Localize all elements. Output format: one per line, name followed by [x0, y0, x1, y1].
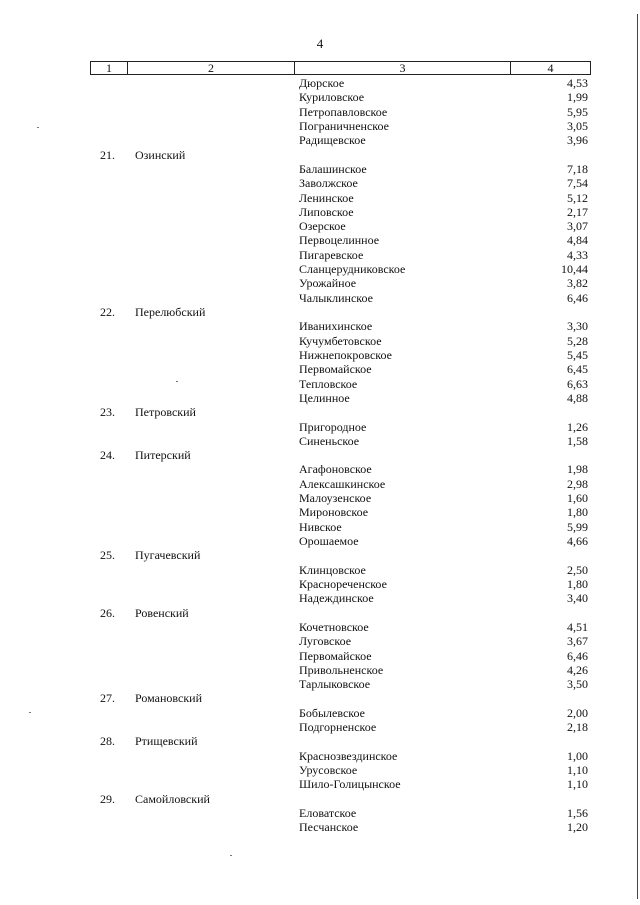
value-cell: 1,80 [567, 505, 588, 520]
table-row [0, 591, 640, 605]
value-cell: 2,00 [567, 705, 588, 720]
value-cell: 5,28 [567, 333, 588, 348]
value-cell: 10,44 [561, 262, 588, 277]
table-row [0, 806, 640, 820]
table-row [0, 205, 640, 219]
settlement-name: Пограничненское [299, 118, 389, 133]
value-cell: 4,33 [567, 247, 588, 262]
district-name: Пугачевский [135, 548, 201, 563]
district-name: Петровский [135, 405, 196, 420]
table-row [0, 90, 640, 104]
settlement-name: Еловатское [299, 805, 357, 820]
value-cell: 3,50 [567, 677, 588, 692]
table-row [0, 219, 640, 233]
table-row [0, 677, 640, 691]
table-row [0, 491, 640, 505]
value-cell: 1,20 [567, 820, 588, 835]
district-row [0, 691, 640, 705]
settlement-name: Алексашкинское [299, 476, 386, 491]
district-name: Романовский [135, 691, 203, 706]
table-row [0, 663, 640, 677]
settlement-name: Синеньское [299, 433, 360, 448]
settlement-name: Озерское [299, 219, 346, 234]
value-cell: 1,99 [567, 90, 588, 105]
table-row [0, 434, 640, 448]
settlement-name: Ленинское [299, 190, 354, 205]
row-number: 22. [100, 305, 115, 319]
column-header-2: 2 [128, 62, 295, 74]
scan-speck [37, 127, 39, 128]
table-row [0, 262, 640, 276]
settlement-name: Тарлыковское [299, 677, 371, 692]
district-row [0, 792, 640, 806]
scan-speck [176, 381, 178, 382]
row-number: 25. [100, 548, 115, 563]
table-row [0, 563, 640, 577]
settlement-name: Малоузенское [299, 491, 372, 506]
settlement-name: Радищевское [299, 133, 366, 148]
table-body [0, 76, 640, 835]
settlement-name: Целинное [299, 390, 350, 405]
district-name: Озинский [135, 147, 186, 162]
value-cell: 4,88 [567, 390, 588, 405]
settlement-name: Песчанское [299, 820, 359, 835]
value-cell: 4,26 [567, 662, 588, 677]
value-cell: 4,84 [567, 233, 588, 248]
settlement-name: Дюрское [299, 76, 345, 90]
table-row [0, 462, 640, 476]
district-name: Перелюбский [135, 305, 206, 319]
value-cell: 6,46 [567, 648, 588, 663]
settlement-name: Урожайное [299, 276, 357, 291]
value-cell: 4,66 [567, 534, 588, 548]
table-row [0, 76, 640, 90]
value-cell: 1,80 [567, 576, 588, 591]
district-row [0, 148, 640, 162]
value-cell: 3,40 [567, 591, 588, 606]
settlement-name: Пигаревское [299, 247, 364, 262]
table-row [0, 749, 640, 763]
table-row [0, 233, 640, 247]
value-cell: 5,95 [567, 104, 588, 119]
column-header-4: 4 [547, 61, 554, 75]
table-row [0, 763, 640, 777]
value-cell: 1,60 [567, 491, 588, 506]
settlement-name: Нивское [299, 519, 342, 534]
settlement-name: Кочетновское [299, 619, 369, 634]
scan-speck [230, 855, 232, 856]
settlement-name: Первоцелинное [299, 233, 380, 248]
settlement-name: Надеждинское [299, 591, 374, 606]
settlement-name: Краснозвездинское [299, 748, 398, 763]
value-cell: 2,18 [567, 720, 588, 735]
value-cell: 6,63 [567, 376, 588, 391]
table-row [0, 248, 640, 262]
value-cell: 6,45 [567, 362, 588, 377]
settlement-name: Подгорненское [299, 720, 377, 735]
table-row [0, 820, 640, 834]
table-row [0, 520, 640, 534]
value-cell: 5,99 [567, 519, 588, 534]
settlement-name: Урусовское [299, 763, 358, 777]
settlement-name: Иванихинское [299, 319, 373, 334]
table-row [0, 534, 640, 548]
value-cell: 3,96 [567, 133, 588, 148]
table-row [0, 348, 640, 362]
row-number: 26. [100, 605, 115, 620]
table-row [0, 105, 640, 119]
settlement-name: Мироновское [299, 505, 369, 520]
district-row [0, 734, 640, 748]
page-number: 4 [316, 36, 324, 51]
table-row [0, 176, 640, 190]
district-name: Самойловский [135, 791, 210, 806]
table-row [0, 119, 640, 133]
table-row [0, 391, 640, 405]
table-row [0, 577, 640, 591]
value-cell: 1,10 [567, 777, 588, 792]
settlement-name: Чалыклинское [299, 290, 373, 305]
table-row [0, 720, 640, 734]
row-number: 29. [100, 791, 115, 806]
value-cell: 5,12 [567, 190, 588, 205]
settlement-name: Орошаемое [299, 534, 359, 548]
scan-edge-line [637, 14, 638, 899]
table-row [0, 319, 640, 333]
column-header-1: 1 [91, 62, 128, 74]
table-row [0, 620, 640, 634]
settlement-name: Кучумбетовское [299, 333, 382, 348]
settlement-name: Агафоновское [299, 462, 372, 477]
district-name: Ровенский [135, 605, 189, 620]
value-cell: 3,05 [567, 118, 588, 133]
settlement-name: Шило-Голицынское [299, 777, 401, 792]
table-row [0, 477, 640, 491]
district-row [0, 606, 640, 620]
value-cell: 1,58 [567, 433, 588, 448]
settlement-name: Нижнепокровское [299, 347, 392, 362]
settlement-name: Тепловское [299, 376, 358, 391]
value-cell: 5,45 [567, 347, 588, 362]
value-cell: 3,67 [567, 634, 588, 649]
district-row [0, 305, 640, 319]
table-row [0, 649, 640, 663]
value-cell: 1,56 [567, 805, 588, 820]
column-header-3: 3 [295, 62, 511, 74]
value-cell: 4,53 [567, 76, 588, 90]
district-name: Питерский [135, 448, 191, 463]
settlement-name: Привольненское [299, 662, 384, 677]
table-row [0, 133, 640, 147]
value-cell: 2,98 [567, 476, 588, 491]
row-number: 24. [100, 448, 115, 463]
table-row [0, 291, 640, 305]
settlement-name: Балашинское [299, 161, 367, 176]
value-cell: 1,26 [567, 419, 588, 434]
value-cell: 3,30 [567, 319, 588, 334]
settlement-name: Бобылевское [299, 705, 365, 720]
table-row [0, 420, 640, 434]
value-cell: 3,82 [567, 276, 588, 291]
settlement-name: Первомайское [299, 362, 372, 377]
settlement-name: Пригородное [299, 419, 367, 434]
table-row [0, 191, 640, 205]
table-row [0, 377, 640, 391]
value-cell: 2,17 [567, 204, 588, 219]
value-cell: 1,10 [567, 763, 588, 777]
settlement-name: Краснореченское [299, 576, 387, 591]
settlement-name: Клинцовское [299, 562, 366, 577]
settlement-name: Сланцерудниковское [299, 262, 406, 277]
row-number: 28. [100, 734, 115, 749]
column-header-row [90, 61, 591, 75]
value-cell: 6,46 [567, 290, 588, 305]
settlement-name: Липовское [299, 204, 354, 219]
value-cell: 1,98 [567, 462, 588, 477]
value-cell: 7,54 [567, 176, 588, 191]
district-row [0, 405, 640, 419]
table-row [0, 362, 640, 376]
settlement-name: Первомайское [299, 648, 372, 663]
settlement-name: Петропавловское [299, 104, 388, 119]
value-cell: 3,07 [567, 219, 588, 234]
table-row [0, 162, 640, 176]
row-number: 21. [100, 147, 115, 162]
row-number: 23. [100, 405, 115, 420]
row-number: 27. [100, 691, 115, 706]
scan-speck [29, 712, 31, 713]
value-cell: 2,50 [567, 562, 588, 577]
value-cell: 4,51 [567, 619, 588, 634]
settlement-name: Луговское [299, 634, 352, 649]
table-row [0, 706, 640, 720]
district-row [0, 448, 640, 462]
table-row [0, 505, 640, 519]
settlement-name: Заволжское [299, 176, 358, 191]
table-row [0, 276, 640, 290]
table-row [0, 777, 640, 791]
table-row [0, 334, 640, 348]
value-cell: 7,18 [567, 161, 588, 176]
district-row [0, 548, 640, 562]
value-cell: 1,00 [567, 748, 588, 763]
settlement-name: Куриловское [299, 90, 365, 105]
table-row [0, 634, 640, 648]
district-name: Ртищевский [135, 734, 198, 749]
